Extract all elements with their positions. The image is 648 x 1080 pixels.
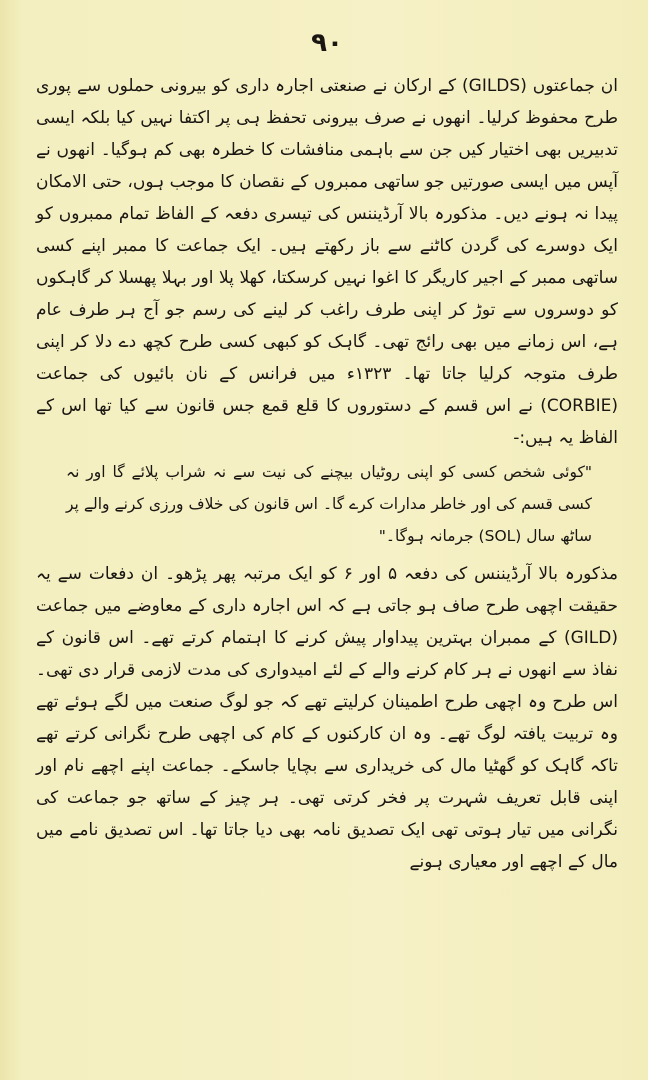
- quoted-ordinance: "کوئی شخص کسی کو اپنی روٹیاں بیچنے کی نیت سے نہ شراب پلائے گا اور نہ کسی قسم کی اور خاطر مدارات کرے گا۔ اس قانون کی خلاف ورزی کرنے والے پر ساٹھ سال (SOL) جرمانہ ہوگا۔": [66, 463, 592, 545]
- paragraph-1: ان جماعتوں (GILDS) کے ارکان نے صنعتی اجارہ داری کو بیرونی حملوں سے پوری طرح محفوظ کرلیا۔ انھوں نے صرف بیرونی تحفظ ہی پر اکتفا نہیں کیا بلکہ ایسی تدبیریں بھی اختیار کیں جن سے باہمی منافشات کا خطرہ بھی کم ہوگیا۔ انھوں نے آپس میں ایسی صورتیں جو ساتھی ممبروں کے نقصان کا موجب ہوں، حتی الامکان پیدا نہ ہونے دیں۔ مذکورہ بالا آرڈیننس کی تیسری دفعہ کے الفاظ تمام ممبروں کو ایک دوسرے کی گردن کاٹنے سے باز رکھتے ہیں۔ ایک جماعت کا ممبر اپنے کسی ساتھی ممبر کے اجیر کاریگر کا اغوا نہیں کرسکتا، کھلا پلا اور بہلا پھسلا کر گاہکوں کو دوسروں سے توڑ کر اپنی طرف راغب کر لینے کی رسم جو آج ہر طرف عام ہے، اس زمانے میں بھی رائج تھی۔ گاہک کو کبھی کسی طرح کچھ دے دلا کر اپنی طرف متوجہ کرلیا جاتا تھا۔ ۱۳۲۳ء میں فرانس کے نان بائیوں کی جماعت (CORBIE) نے اس قسم کے دستوروں کا قلع قمع جس قانون سے کیا تھا اس کے الفاظ یہ ہیں:-: [36, 76, 618, 448]
- page-number: ۹۰: [311, 28, 343, 58]
- paragraph-2: مذکورہ بالا آرڈیننس کی دفعہ ۵ اور ۶ کو ایک مرتبہ پھر پڑھو۔ ان دفعات سے یہ حقیقت اچھی طرح صاف ہو جاتی ہے کہ اس اجارہ داری کے معاوضے میں جماعت (GILD) کے ممبران بہترین پیداوار پیش کرنے کا اہتمام کرتے تھے۔ اس قانون کے نفاذ سے انھوں نے ہر کام کرنے والے کے لئے امیدواری کی مدت لازمی قرار دی تھی۔ اس طرح وہ اچھی طرح اطمینان کرلیتے تھے کہ جو لوگ صنعت میں لگے ہوئے تھے وہ تربیت یافتہ لوگ تھے۔ وہ ان کارکنوں کے کام کی اچھی طرح نگرانی کرتے تھے تاکہ گاہک کو گھٹیا مال کی خریداری سے بچایا جاسکے۔ جماعت اپنے اچھے نام اور اپنی قابل تعریف شہرت پر فخر کرتی تھی۔ ہر چیز کے ساتھ جو جماعت کی نگرانی میں تیار ہوتی تھی ایک تصدیق نامہ بھی دیا جاتا تھا۔ اس تصدیق نامے میں مال کے اچھے اور معیاری ہونے: [36, 564, 618, 872]
